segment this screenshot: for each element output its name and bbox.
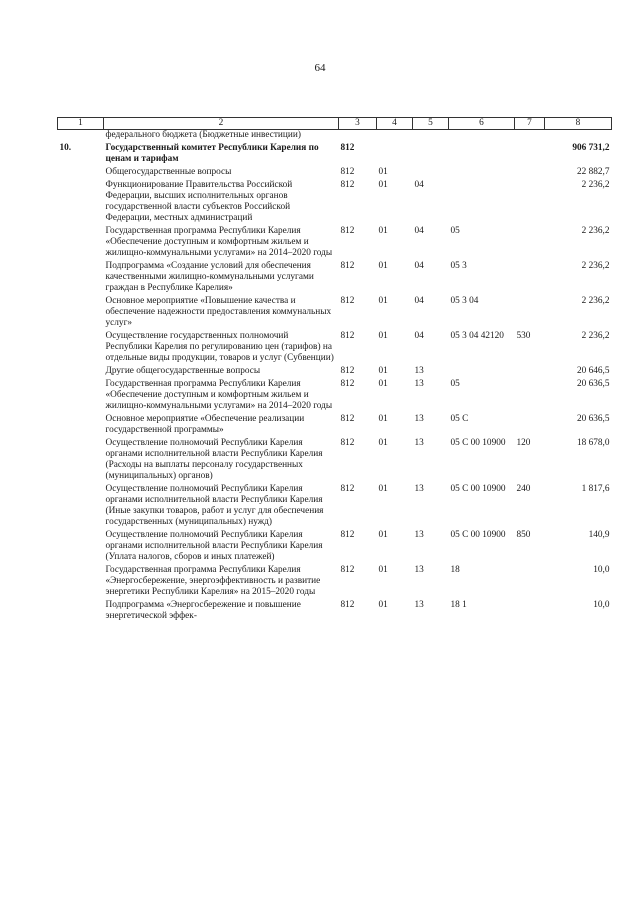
cell-subsection: 13: [414, 565, 424, 575]
column-header: 6: [449, 118, 515, 130]
cell-expense-type: [515, 377, 545, 412]
cell-target-article: 05 С: [450, 414, 469, 424]
cell-subsection: [413, 130, 449, 142]
cell-amount: 2 236,2: [581, 261, 610, 271]
column-header: 7: [515, 118, 545, 130]
cell-section: 01: [378, 366, 388, 376]
cell-code: 812: [340, 414, 355, 424]
cell-code: 812: [340, 366, 355, 376]
cell-expense-type: [515, 563, 545, 598]
cell-expense-type: 120: [516, 438, 531, 448]
cell-code: 812: [340, 565, 355, 575]
column-header: 1: [58, 118, 104, 130]
cell-target-article: 05 3: [450, 261, 467, 271]
cell-subsection: 04: [414, 226, 424, 236]
cell-subsection: 13: [414, 600, 424, 610]
cell-target-article: [449, 141, 515, 165]
cell-target-article: 05: [450, 379, 460, 389]
page-number: 64: [314, 62, 326, 74]
cell-target-article: [449, 165, 515, 178]
row-name: Государственная программа Республики Карелия «Энергосбережение, энергоэффективность и развитие энергетики Республики Карелия» на 2015–2020 годы: [105, 565, 321, 597]
row-number: [58, 563, 104, 598]
cell-code: 812: [340, 261, 355, 271]
column-header: 4: [377, 118, 413, 130]
row-name: Государственная программа Республики Карелия «Обеспечение доступным и комфортным жильем и жилищно-коммунальными услугами» на 2014–2020 годы: [105, 379, 333, 411]
cell-subsection: 13: [414, 379, 424, 389]
row-number: [58, 130, 104, 142]
cell-amount: 906 731,2: [572, 143, 610, 153]
cell-target-article: [449, 178, 515, 224]
cell-section: 01: [378, 565, 388, 575]
cell-target-article: 05: [450, 226, 460, 236]
row-number: [58, 224, 104, 259]
table-row: [58, 412, 612, 436]
cell-section: 01: [378, 331, 388, 341]
cell-subsection: 04: [414, 296, 424, 306]
cell-expense-type: [515, 294, 545, 329]
cell-subsection: 13: [414, 438, 424, 448]
cell-expense-type: [515, 224, 545, 259]
cell-expense-type: [515, 130, 545, 142]
cell-amount: [545, 130, 612, 142]
cell-amount: 2 236,2: [581, 226, 610, 236]
cell-code: 812: [340, 226, 355, 236]
table-row: [58, 482, 612, 528]
cell-section: 01: [378, 438, 388, 448]
cell-section: 01: [378, 379, 388, 389]
table-row: [58, 329, 612, 364]
cell-code: 812: [340, 143, 355, 153]
row-name: Осуществление полномочий Республики Карелия органами исполнительной власти Республики Карелия (Уплата налогов, сборов и иных платежей): [105, 530, 323, 562]
table-row: [58, 259, 612, 294]
table-row: [58, 364, 612, 377]
row-name: Осуществление полномочий Республики Карелия органами исполнительной власти Республики Карелия (Иные закупки товаров, работ и услуг для обеспечения государственных (муниципальных) нужд): [105, 484, 324, 527]
cell-target-article: 05 С 00 10900: [450, 484, 506, 494]
row-number: [58, 482, 104, 528]
row-name: Государственный комитет Республики Карелия по ценам и тарифам: [105, 143, 319, 164]
cell-target-article: 05 С 00 10900: [450, 438, 506, 448]
cell-section: 01: [378, 167, 388, 177]
row-name: Основное мероприятие «Обеспечение реализации государственной программы»: [105, 414, 305, 435]
cell-code: [339, 130, 377, 142]
table-row: [58, 165, 612, 178]
cell-code: 812: [340, 379, 355, 389]
cell-amount: 20 636,5: [576, 414, 610, 424]
table-row: [58, 377, 612, 412]
budget-table: [57, 117, 612, 622]
row-name: федерального бюджета (Бюджетные инвестиции): [105, 130, 301, 140]
cell-target-article: [449, 364, 515, 377]
row-number: [58, 412, 104, 436]
cell-subsection: 04: [414, 331, 424, 341]
cell-section: 01: [378, 226, 388, 236]
table-row: [58, 141, 612, 165]
row-name: Подпрограмма «Создание условий для обеспечения качественными жилищно-коммунальными услугами граждан в Республике Карелия»: [105, 261, 314, 293]
table-row: [58, 436, 612, 482]
cell-section: 01: [378, 414, 388, 424]
cell-amount: 1 817,6: [581, 484, 610, 494]
cell-expense-type: [515, 364, 545, 377]
table-row: [58, 528, 612, 563]
cell-amount: 2 236,2: [581, 331, 610, 341]
cell-subsection: 13: [414, 530, 424, 540]
cell-amount: 10,0: [593, 600, 610, 610]
cell-subsection: 13: [414, 414, 424, 424]
cell-expense-type: [515, 165, 545, 178]
column-header-row: [58, 118, 612, 130]
cell-code: 812: [340, 331, 355, 341]
cell-amount: 140,9: [588, 530, 610, 540]
cell-section: 01: [378, 180, 388, 190]
cell-target-article: [449, 130, 515, 142]
cell-code: 812: [340, 600, 355, 610]
column-header: 2: [104, 118, 339, 130]
row-number: 10.: [59, 143, 72, 153]
cell-subsection: 04: [414, 261, 424, 271]
cell-target-article: 18: [450, 565, 460, 575]
cell-code: 812: [340, 484, 355, 494]
cell-amount: 2 236,2: [581, 296, 610, 306]
row-number: [58, 377, 104, 412]
row-number: [58, 528, 104, 563]
cell-section: [377, 141, 413, 165]
table-row: [58, 178, 612, 224]
cell-section: 01: [378, 600, 388, 610]
cell-amount: 20 646,5: [576, 366, 610, 376]
cell-code: 812: [340, 296, 355, 306]
cell-subsection: [413, 141, 449, 165]
row-number: [58, 165, 104, 178]
row-number: [58, 259, 104, 294]
cell-amount: 18 678,0: [576, 438, 610, 448]
cell-expense-type: 530: [516, 331, 531, 341]
cell-amount: 2 236,2: [581, 180, 610, 190]
table-row: [58, 563, 612, 598]
column-header: 5: [413, 118, 449, 130]
cell-expense-type: [515, 412, 545, 436]
cell-amount: 22 882,7: [576, 167, 610, 177]
cell-expense-type: [515, 141, 545, 165]
cell-target-article: 05 С 00 10900: [450, 530, 506, 540]
row-number: [58, 329, 104, 364]
row-number: [58, 598, 104, 622]
table-row: [58, 294, 612, 329]
cell-code: 812: [340, 530, 355, 540]
row-name: Осуществление полномочий Республики Карелия органами исполнительной власти Республики Карелия (Расходы на выплаты персоналу государственных (муниципальных) органов): [105, 438, 323, 481]
row-number: [58, 178, 104, 224]
row-name: Основное мероприятие «Повышение качества и обеспечение надежности предоставления коммунальных услуг»: [105, 296, 332, 328]
cell-subsection: 13: [414, 366, 424, 376]
cell-section: [377, 130, 413, 142]
table-row: [58, 598, 612, 622]
row-name: Государственная программа Республики Карелия «Обеспечение доступным и комфортным жильем и жилищно-коммунальными услугами» на 2014–2020 годы: [105, 226, 333, 258]
column-header: 3: [339, 118, 377, 130]
table-row: [58, 224, 612, 259]
cell-code: 812: [340, 167, 355, 177]
cell-amount: 10,0: [593, 565, 610, 575]
row-name: Функционирование Правительства Российской Федерации, высших исполнительных органов государственной власти субъектов Российской Федерации, местных администраций: [105, 180, 293, 223]
cell-target-article: 05 3 04 42120: [450, 331, 504, 341]
cell-section: 01: [378, 484, 388, 494]
cell-expense-type: 240: [516, 484, 531, 494]
cell-amount: 20 636,5: [576, 379, 610, 389]
cell-target-article: 05 3 04: [450, 296, 479, 306]
cell-subsection: 04: [414, 180, 424, 190]
row-name: Осуществление государственных полномочий Республики Карелия по регулированию цен (тарифов) на отдельные виды продукции, товаров и услуг (Субвенции): [105, 331, 334, 363]
column-header: 8: [545, 118, 612, 130]
row-number: [58, 436, 104, 482]
row-name: Подпрограмма «Энергосбережение и повышение энергетической эффек-: [105, 600, 301, 621]
cell-code: 812: [340, 180, 355, 190]
cell-section: 01: [378, 530, 388, 540]
cell-expense-type: [515, 598, 545, 622]
table-row: [58, 130, 612, 142]
cell-subsection: [413, 165, 449, 178]
cell-code: 812: [340, 438, 355, 448]
row-number: [58, 364, 104, 377]
cell-section: 01: [378, 296, 388, 306]
cell-target-article: 18 1: [450, 600, 467, 610]
row-name: Общегосударственные вопросы: [105, 167, 232, 177]
row-number: [58, 294, 104, 329]
cell-section: 01: [378, 261, 388, 271]
cell-expense-type: 850: [516, 530, 531, 540]
row-name: Другие общегосударственные вопросы: [105, 366, 261, 376]
cell-expense-type: [515, 178, 545, 224]
cell-expense-type: [515, 259, 545, 294]
cell-subsection: 13: [414, 484, 424, 494]
